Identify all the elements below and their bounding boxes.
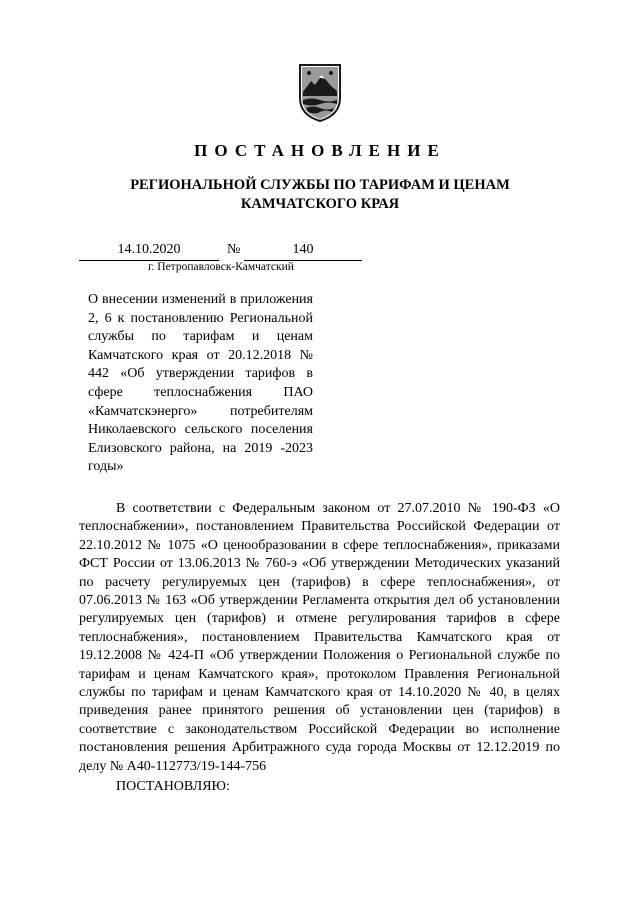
issuing-authority-line-1: РЕГИОНАЛЬНОЙ СЛУЖБЫ ПО ТАРИФАМ И ЦЕНАМ [130,177,510,193]
decree-heading: ПОСТАНОВЛЯЮ: [116,779,230,794]
document-subject: О внесении изменений в приложения 2, 6 к постановлению Региональной службы по тарифам и ценам Камчатского края от 20.12.2018 № 442 «Об утверждении тарифов в сфере теплоснабжения ПАО «Камчатскэнерго» потребителям Николаевского сельского поселения Елизовского района, на 2019 -2023 годы» [88,292,313,475]
number-sign: № [227,242,241,257]
document-date: 14.10.2020 [79,242,219,261]
document-number: 140 [244,242,362,261]
document-title: ПОСТАНОВЛЕНИЕ [194,141,446,160]
issue-city: г. Петропавловск-Камчатский [148,261,294,273]
issuing-authority-line-2: КАМЧАТСКОГО КРАЯ [240,196,400,212]
issuing-authority [100,176,540,214]
preamble-paragraph: В соответствии с Федеральным законом от 27.07.2010 № 190-ФЗ «О теплоснабжении», постановлением Правительства Российской Федерации от 22.10.2012 № 1075 «О ценообразовании в сфере теплоснабжения», приказами ФСТ России от 13.06.2013 № 760-э «Об утверждении Методических указаний по расчету регулируемых цен (тарифов) в сфере теплоснабжения», от 07.06.2013 № 163 «Об утверждении Регламента открытия дел об установлении регулируемых цен (тарифов) и отмене регулирования тарифов в сфере теплоснабжения», постановлением Правительства Камчатского края от 19.12.2008 № 424-П «Об утверждении Положения о Региональной службе по тарифам и ценам Камчатского края», протоколом Правления Региональной службы по тарифам и ценам Камчатского края от 14.10.2020 № 40, в целях приведения ранее принятого решения об установлении цен (тарифов) в соответствие с законодательством Российской Федерации во исполнение постановления решения Арбитражного суда города Москвы от 12.12.2019 по делу № А40-112773/19-144-756 [79,501,560,774]
kamchatka-emblem-icon [297,62,343,122]
